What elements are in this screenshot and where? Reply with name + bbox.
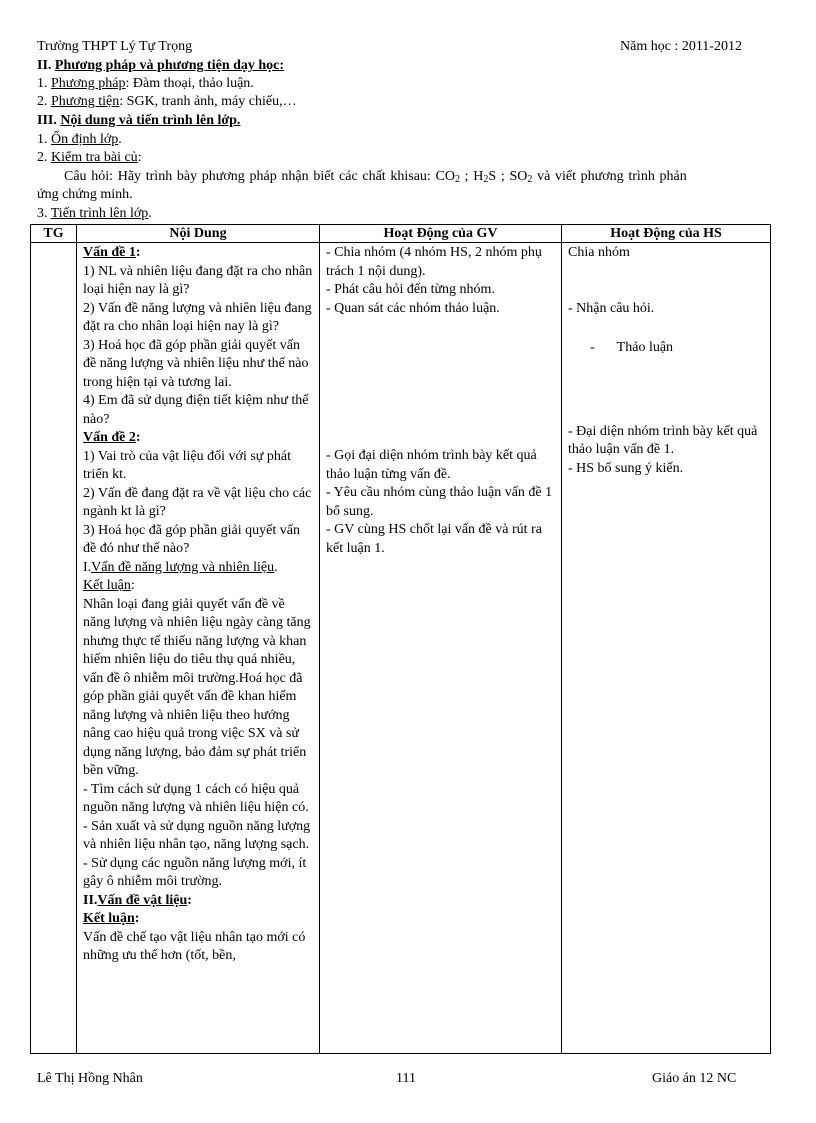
footer-author: Lê Thị Hồng Nhân <box>37 1071 143 1086</box>
section-2-title: Phương pháp và phương tiện dạy học: <box>54 58 285 73</box>
footer-page-number: 111 <box>396 1071 416 1086</box>
issue-1-title: Vấn đề 1 <box>83 245 136 260</box>
means-text: : SGK, tranh ảnh, máy chiếu,… <box>119 94 297 109</box>
issue-1-question-2: 2) Vấn đề năng lượng và nhiên liệu đang đặt ra cho nhân loại hiện nay là gì? <box>83 300 312 334</box>
section-3-number: III. <box>37 113 61 128</box>
material-section-number: II. <box>83 892 98 908</box>
section-3-heading <box>37 112 240 130</box>
means-label: Phương tiện <box>51 94 120 109</box>
gv-activity-1: - Chia nhóm (4 nhóm HS, 2 nhóm phụ trách 1 nội dung). <box>326 245 542 279</box>
class-order-end: . <box>118 132 122 147</box>
gv-activity-3: - Quan sát các nhóm thảo luận. <box>326 300 500 316</box>
energy-section-heading <box>83 559 315 578</box>
conclusion-1-text: Nhân loại đang giải quyết vấn đề về năng lượng và nhiên liệu ngày càng tăng nhưng thực tế thiếu năng lượng và khan hiếm nhiên liệu do tiêu thụ quá nhiều, vấn đề ô nhiễm môi trường.Hoá học đã góp phần giải quyết vấn đề khan hiếm năng lượng và nhiên liệu theo hướng nâng cao hiệu quả trong việc SX và sử dụng năng lượng, bảo đảm sự phát triển bền vững. <box>83 596 311 778</box>
hs-activity-3 <box>568 339 766 358</box>
issue-1-colon: : <box>135 245 141 260</box>
method-label: Phương pháp <box>51 76 126 91</box>
teacher-activity-cell <box>320 243 562 1054</box>
issue-2-title: Vấn đề 2 <box>83 430 136 445</box>
school-name: Trường THPT Lý Tự Trọng <box>37 39 193 54</box>
issue-1-question-3: 3) Hoá học đã góp phần giải quyết vấn đề năng lượng và nhiên liệu như thế nào trong hiện tại và tương lai. <box>83 337 309 390</box>
header-content: Nội Dung <box>77 225 320 243</box>
issue-2-question-2: 2) Vấn đề đang đặt ra về vật liệu cho các ngành kt là gì? <box>83 485 312 519</box>
hs-activity-2: - Nhận câu hỏi. <box>568 300 655 316</box>
class-order-line <box>37 131 122 149</box>
table-row <box>31 243 771 1054</box>
method-text: : Đàm thoại, thảo luận. <box>125 76 254 91</box>
issue-2-colon: : <box>135 430 141 445</box>
hs-activity-5: - HS bổ sung ý kiến. <box>568 460 684 476</box>
question-sub-3: 2 <box>527 174 533 185</box>
header-student-activity: Hoạt Động của HS <box>562 225 771 243</box>
class-order-label: Ổn định lớp <box>51 132 119 147</box>
student-activity-cell <box>562 243 771 1054</box>
means-number: 2. <box>37 94 51 109</box>
old-lesson-label: Kiểm tra bài củ <box>51 150 138 165</box>
question-text-c: S ; SO <box>488 169 528 184</box>
header-time: TG <box>31 225 77 243</box>
method-number: 1. <box>37 76 51 91</box>
check-question <box>64 168 687 186</box>
conclusion-1-bullet-2: - Sản xuất và sử dụng nguồn năng lượng và nhiên liệu nhân tạo, năng lượng sạch. <box>83 818 311 852</box>
conclusion-1-label: Kết luận <box>83 578 131 593</box>
energy-section-number: I. <box>83 559 92 575</box>
material-section-heading <box>83 892 315 911</box>
class-order-number: 1. <box>37 132 51 147</box>
material-section-title: Vấn đề vật liệu <box>97 892 188 908</box>
energy-section-title: Vấn đề năng lượng và nhiên liệu <box>91 559 275 575</box>
gv-activity-4: - Gọi đại diện nhóm trình bày kết quả thảo luận từng vấn đề. <box>326 448 537 482</box>
section-3-title: Nội dung và tiến trình lên lớp. <box>60 113 241 128</box>
old-lesson-check-line <box>37 149 142 167</box>
section-2-heading <box>37 57 284 75</box>
issue-1-question-4: 4) Em đã sử dụng điện tiết kiệm như thế nào? <box>83 393 309 427</box>
lesson-process-number: 3. <box>37 206 51 221</box>
section-2-number: II. <box>37 58 55 73</box>
content-cell <box>77 243 320 1054</box>
hs-activity-1: Chia nhóm <box>568 245 630 260</box>
conclusion-2-heading <box>83 910 315 929</box>
header-teacher-activity: Hoạt Động của GV <box>320 225 562 243</box>
question-sub-1: 2 <box>454 174 460 185</box>
question-text-a: Câu hỏi: Hãy trình bày phương pháp nhận biết các chất khisau: CO <box>64 169 455 184</box>
conclusion-2-label: Kết luận <box>83 911 135 926</box>
old-lesson-colon: : <box>137 150 142 165</box>
footer-document-label: Giáo án 12 NC <box>652 1071 737 1086</box>
lesson-process-label: Tiến trình lên lớp <box>50 206 149 221</box>
conclusion-1-bullet-1: - Tìm cách sử dụng 1 cách có hiệu quả nguồn năng lượng và nhiên liệu hiện có. <box>83 781 309 815</box>
issue-1-question-1: 1) NL và nhiên liệu đang đặt ra cho nhân loại hiện nay là gì? <box>83 263 313 297</box>
lesson-process-line <box>37 205 152 223</box>
question-sub-2: 2 <box>483 174 489 185</box>
check-question-cont: ứng chứng minh. <box>37 187 133 202</box>
means-line <box>37 93 297 111</box>
school-year: Năm học : 2011-2012 <box>620 39 742 54</box>
question-text-b: ; H <box>459 169 484 184</box>
hs-activity-4: - Đại diện nhóm trình bày kết quả thảo luận vấn đề 1. <box>568 423 758 457</box>
table-header-row <box>31 225 771 243</box>
method-line <box>37 75 254 93</box>
conclusion-2-text: Vấn đề chế tạo vật liệu nhân tạo mới có những ưu thế hơn (tốt, bền, <box>83 929 306 963</box>
issue-2-question-3: 3) Hoá học đã góp phần giải quyết vấn đề đó như thế nào? <box>83 522 300 556</box>
lesson-process-end: . <box>148 206 152 221</box>
issue-2-question-1: 1) Vai trò của vật liệu đối với sự phát triển kt. <box>83 448 291 482</box>
issue-1-heading <box>83 244 315 263</box>
old-lesson-number: 2. <box>37 150 51 165</box>
conclusion-1-colon: : <box>130 578 135 593</box>
conclusion-2-colon: : <box>134 911 140 926</box>
material-section-colon: : <box>187 892 192 908</box>
hs-activity-3-text: Thảo luận <box>616 340 674 355</box>
lesson-table <box>30 224 771 1054</box>
gv-activity-5: - Yêu cầu nhóm cùng thảo luận vấn đề 1 bổ sung. <box>326 485 553 519</box>
hs-activity-3-dash: - <box>590 340 595 355</box>
gv-activity-2: - Phát câu hỏi đến từng nhóm. <box>326 282 495 297</box>
conclusion-1-bullet-3: - Sử dụng các nguồn năng lượng mới, ít gây ô nhiễm môi trường. <box>83 855 307 889</box>
question-text-d: và viết phương trình phản <box>532 169 687 184</box>
time-cell <box>31 243 77 1054</box>
conclusion-1-heading <box>83 577 315 596</box>
energy-section-end: . <box>274 559 278 575</box>
gv-activity-6: - GV cùng HS chốt lại vấn đề và rút ra kết luận 1. <box>326 522 542 556</box>
issue-2-heading <box>83 429 315 448</box>
